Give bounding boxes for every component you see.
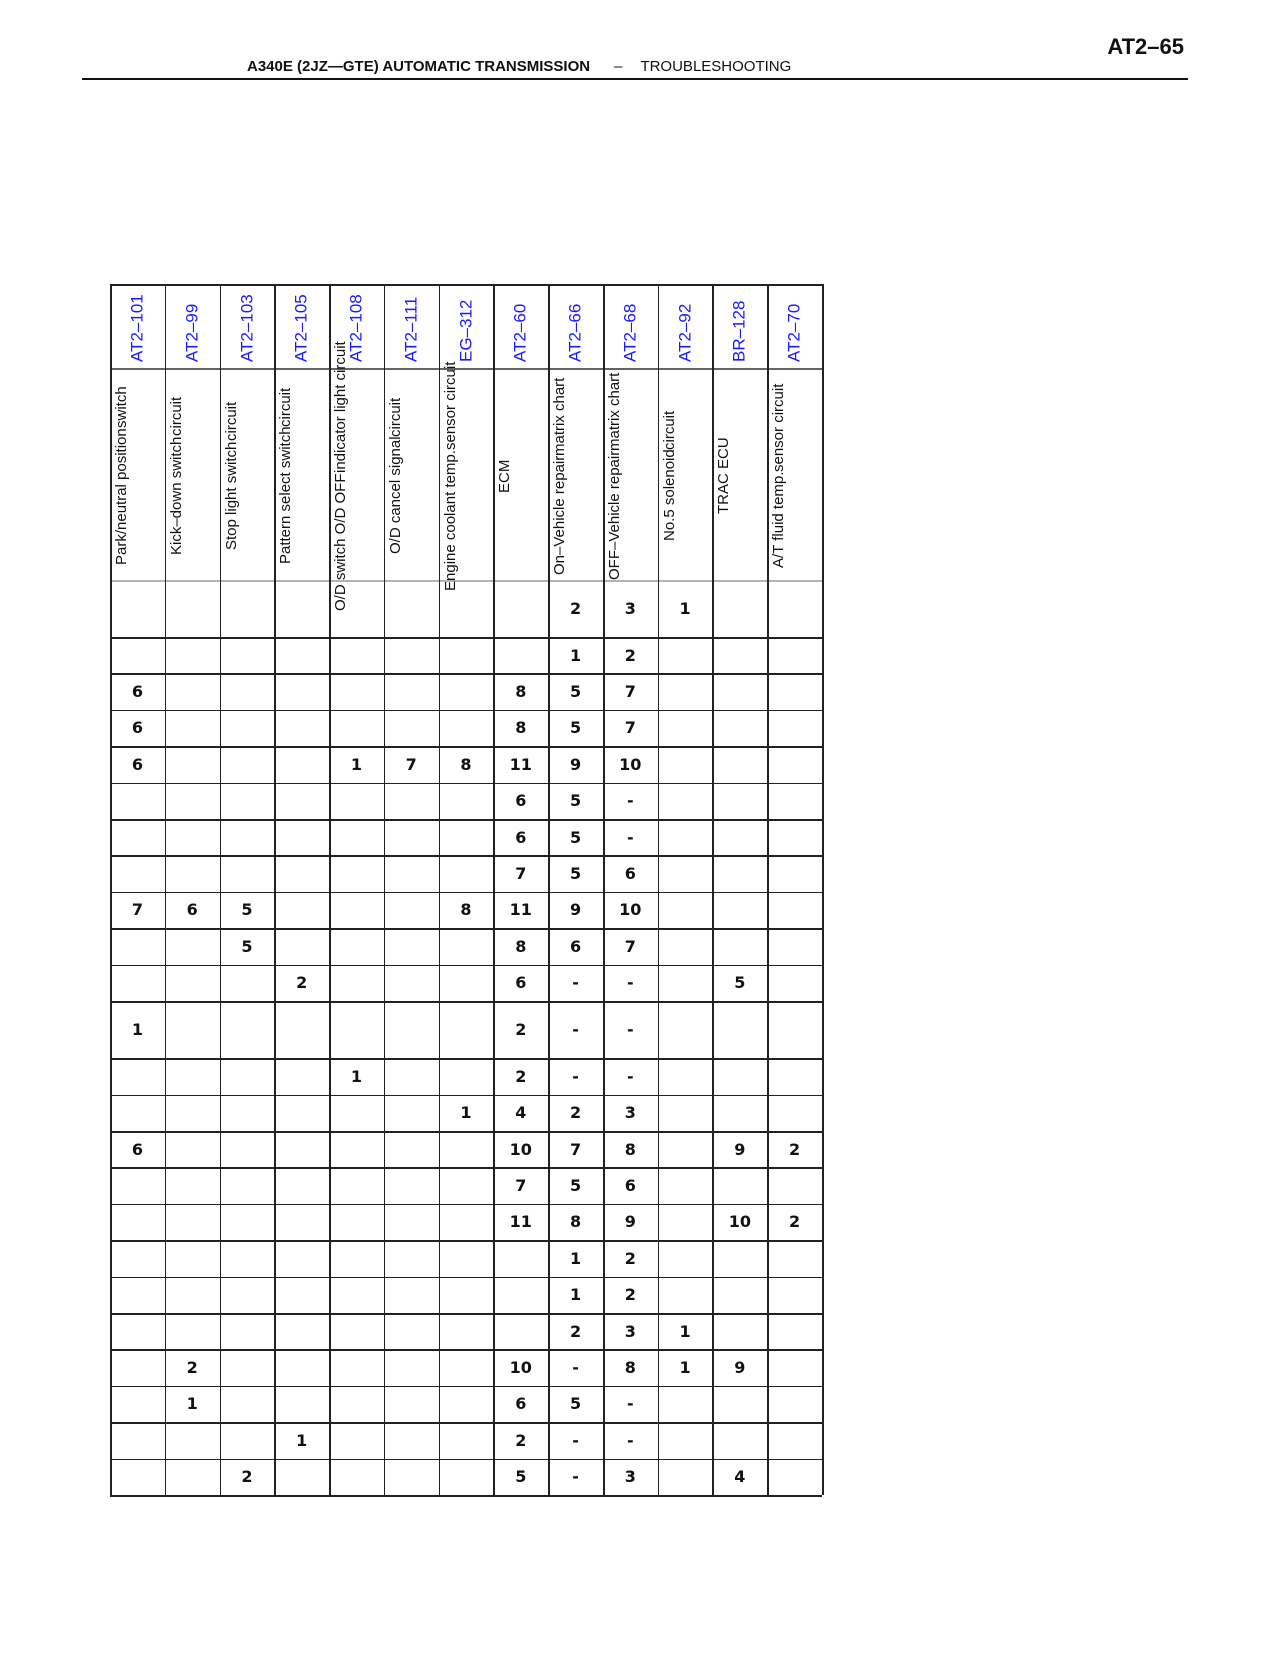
- column-divider: [822, 284, 824, 1495]
- table-cell: 6: [624, 864, 636, 884]
- table-cell: -: [572, 1066, 579, 1086]
- reference-text: AT2–111: [401, 296, 421, 362]
- table-cell: 5: [569, 682, 582, 702]
- table-cell: -: [572, 1430, 579, 1450]
- section-title: TROUBLESHOOTING: [640, 58, 792, 75]
- column-header: [112, 376, 163, 576]
- table-cell: 3: [624, 1103, 636, 1123]
- column-header: [769, 376, 820, 576]
- table-cell: 5: [241, 900, 253, 920]
- table-cell: 7: [624, 936, 636, 956]
- column-header-line: circuit: [386, 397, 404, 437]
- table-cell: 6: [131, 1139, 143, 1159]
- table-cell: -: [626, 973, 634, 993]
- table-cell: 2: [624, 645, 636, 665]
- row-divider: [110, 1313, 822, 1315]
- table-cell: 10: [619, 754, 642, 774]
- table-cell: 7: [131, 900, 143, 920]
- table-cell: -: [626, 1066, 634, 1086]
- section-reference-link[interactable]: [714, 288, 765, 362]
- table-cell: 5: [569, 827, 582, 847]
- column-header-line: Park/neutral position: [113, 428, 130, 566]
- column-header-line: ECM: [496, 459, 514, 493]
- reference-text: AT2–108: [346, 294, 366, 362]
- row-divider: [110, 1001, 822, 1003]
- table-cell: 11: [509, 754, 532, 774]
- table-cell: 5: [569, 791, 582, 811]
- table-cell: 5: [569, 718, 582, 738]
- priority-cell: 3: [624, 599, 636, 618]
- section-reference-link[interactable]: [605, 288, 656, 362]
- section-reference-link[interactable]: [660, 288, 711, 362]
- table-cell: 1: [186, 1394, 198, 1414]
- reference-text: AT2–92: [675, 303, 695, 362]
- table-cell: 8: [515, 682, 527, 702]
- column-header-line: circuit: [277, 387, 295, 427]
- table-cell: 9: [569, 900, 582, 920]
- table-cell: 8: [460, 900, 472, 920]
- section-reference-link[interactable]: [167, 288, 218, 362]
- table-bottom-border: [110, 1495, 822, 1497]
- table-cell: 6: [131, 754, 143, 774]
- column-header-line: circuit: [222, 402, 240, 442]
- reference-text: AT2–105: [291, 294, 311, 362]
- priority-cell: 1: [679, 599, 691, 618]
- table-cell: 8: [624, 1139, 636, 1159]
- table-cell: 9: [734, 1358, 746, 1378]
- column-header-line: Engine coolant temp.: [441, 449, 459, 591]
- column-header: [331, 341, 382, 611]
- table-cell: 8: [515, 936, 527, 956]
- table-cell: 10: [509, 1139, 532, 1159]
- reference-text: AT2–68: [620, 303, 640, 362]
- column-header-line: switch: [113, 386, 130, 429]
- column-header-line: circuit: [660, 410, 678, 450]
- table-cell: 1: [350, 1066, 363, 1086]
- table-cell: 7: [515, 864, 527, 884]
- section-reference-link[interactable]: [112, 288, 163, 362]
- column-header-line: sensor circuit: [441, 361, 459, 450]
- column-header-line: O/D cancel signal: [386, 436, 404, 555]
- table-cell: 8: [569, 1212, 582, 1232]
- table-cell: -: [626, 827, 634, 847]
- table-cell: 6: [515, 827, 527, 847]
- table-cell: 7: [624, 682, 636, 702]
- table-cell: 8: [460, 754, 472, 774]
- table-cell: 9: [624, 1212, 636, 1232]
- column-header-line: matrix chart: [551, 377, 569, 456]
- reference-text: AT2–103: [236, 294, 256, 362]
- row-divider: [110, 1058, 822, 1060]
- row-divider: [110, 1277, 822, 1279]
- table-cell: 7: [405, 754, 417, 774]
- table-cell: 8: [624, 1358, 636, 1378]
- table-cell: 6: [131, 718, 143, 738]
- table-cell: 10: [509, 1358, 532, 1378]
- section-reference-link[interactable]: [769, 288, 820, 362]
- column-header: [167, 376, 218, 576]
- column-header: [222, 376, 273, 576]
- table-cell: 1: [350, 754, 363, 774]
- column-header-line: Kick–down switch: [167, 436, 185, 555]
- table-cell: 6: [624, 1176, 636, 1196]
- row-divider: [110, 855, 822, 857]
- table-cell: -: [626, 1020, 634, 1040]
- table-cell: 8: [515, 718, 527, 738]
- table-cell: 1: [569, 1248, 582, 1268]
- table-cell: 1: [460, 1103, 472, 1123]
- table-cell: 2: [569, 1103, 582, 1123]
- table-cell: 10: [619, 900, 642, 920]
- row-divider: [110, 637, 822, 639]
- column-header: [495, 376, 546, 576]
- table-cell: 1: [569, 645, 582, 665]
- table-cell: 1: [131, 1020, 143, 1040]
- table-cell: 6: [515, 973, 527, 993]
- reference-text: AT2–99: [182, 303, 202, 362]
- column-header: [276, 376, 327, 576]
- column-header-line: Pattern select switch: [277, 426, 295, 565]
- table-cell: 11: [509, 900, 532, 920]
- section-reference-link[interactable]: [550, 288, 601, 362]
- table-cell: 4: [515, 1103, 527, 1123]
- row-divider: [110, 673, 822, 675]
- column-header: [714, 376, 765, 576]
- reference-text: AT2–60: [510, 303, 530, 362]
- column-header: [441, 361, 492, 591]
- row-divider: [110, 1167, 822, 1169]
- reference-text: AT2–66: [565, 303, 585, 362]
- table-cell: 2: [789, 1139, 801, 1159]
- table-cell: 11: [509, 1212, 532, 1232]
- row-divider: [110, 783, 822, 785]
- table-cell: -: [626, 1430, 634, 1450]
- reference-text: AT2–70: [784, 303, 804, 362]
- table-cell: -: [572, 1020, 579, 1040]
- table-cell: -: [572, 1467, 579, 1487]
- column-header-line: A/T fluid temp.: [770, 471, 788, 569]
- table-cell: 2: [569, 1321, 582, 1341]
- column-header-line: indicator light circuit: [332, 341, 350, 474]
- table-cell: 2: [515, 1430, 527, 1450]
- table-cell: 1: [679, 1321, 691, 1341]
- table-cell: 6: [569, 936, 582, 956]
- table-cell: 9: [569, 754, 582, 774]
- reference-text: AT2–101: [127, 294, 147, 362]
- table-cell: -: [572, 1358, 579, 1378]
- table-cell: 7: [515, 1176, 527, 1196]
- table-cell: 7: [569, 1139, 582, 1159]
- section-reference-link[interactable]: [495, 288, 546, 362]
- table-cell: 6: [186, 900, 198, 920]
- row-divider: [110, 928, 822, 930]
- table-cell: 9: [734, 1139, 746, 1159]
- table-cell: 2: [515, 1066, 527, 1086]
- table-cell: 2: [624, 1248, 636, 1268]
- column-header-line: On–Vehicle repair: [551, 455, 569, 575]
- table-cell: 1: [296, 1430, 308, 1450]
- section-reference-link[interactable]: [222, 288, 273, 362]
- column-header-line: circuit: [167, 397, 185, 437]
- column-header-line: OFF–Vehicle repair: [605, 450, 623, 580]
- table-cell: 3: [624, 1321, 636, 1341]
- table-cell: 6: [515, 791, 527, 811]
- table-cell: 2: [186, 1358, 198, 1378]
- table-cell: -: [626, 1394, 634, 1414]
- row-divider: [110, 1240, 822, 1242]
- column-header-line: Stop light switch: [222, 441, 240, 550]
- table-cell: -: [626, 791, 634, 811]
- page-number: AT2–65: [1107, 34, 1184, 59]
- table-cell: 1: [569, 1285, 582, 1305]
- table-cell: 5: [569, 1394, 582, 1414]
- table-cell: 2: [296, 973, 308, 993]
- column-header: [386, 376, 437, 576]
- reference-text: EG–312: [455, 299, 475, 362]
- row-divider: [110, 1422, 822, 1424]
- column-header-line: matrix chart: [605, 372, 623, 451]
- table-cell: 6: [131, 682, 143, 702]
- column-header-line: No.5 solenoid: [660, 449, 678, 542]
- table-cell: 2: [241, 1467, 253, 1487]
- column-header-line: sensor circuit: [770, 383, 788, 472]
- header-rule: [82, 78, 1188, 80]
- table-top-border: [110, 284, 822, 286]
- table-cell: 2: [789, 1212, 801, 1232]
- table-cell: 3: [624, 1467, 636, 1487]
- table-cell: 5: [515, 1467, 527, 1487]
- section-reference-link[interactable]: [441, 288, 492, 362]
- table-cell: 5: [734, 973, 746, 993]
- priority-cell: 2: [569, 599, 582, 618]
- column-header: [605, 372, 656, 580]
- reference-text: BR–128: [729, 300, 749, 362]
- page-header: [247, 58, 791, 75]
- table-cell: 4: [734, 1467, 746, 1487]
- column-header-line: O/D switch O/D OFF: [332, 473, 350, 611]
- table-cell: 5: [241, 936, 253, 956]
- row-divider: [110, 710, 822, 712]
- column-header: [550, 376, 601, 576]
- table-cell: 2: [515, 1020, 527, 1040]
- table-cell: 2: [624, 1285, 636, 1305]
- manual-title: A340E (2JZ—GTE) AUTOMATIC TRANSMISSION: [247, 58, 591, 75]
- table-cell: 7: [624, 718, 636, 738]
- header-separator: –: [614, 58, 623, 75]
- section-reference-link[interactable]: [386, 288, 437, 362]
- column-header-line: TRAC ECU: [715, 437, 733, 515]
- table-cell: -: [572, 973, 579, 993]
- table-cell: 6: [515, 1394, 527, 1414]
- table-cell: 5: [569, 1176, 582, 1196]
- table-cell: 5: [569, 864, 582, 884]
- row-divider: [110, 819, 822, 821]
- table-cell: 1: [679, 1358, 691, 1378]
- section-reference-link[interactable]: [276, 288, 327, 362]
- table-cell: 10: [728, 1212, 751, 1232]
- column-header: [660, 376, 711, 576]
